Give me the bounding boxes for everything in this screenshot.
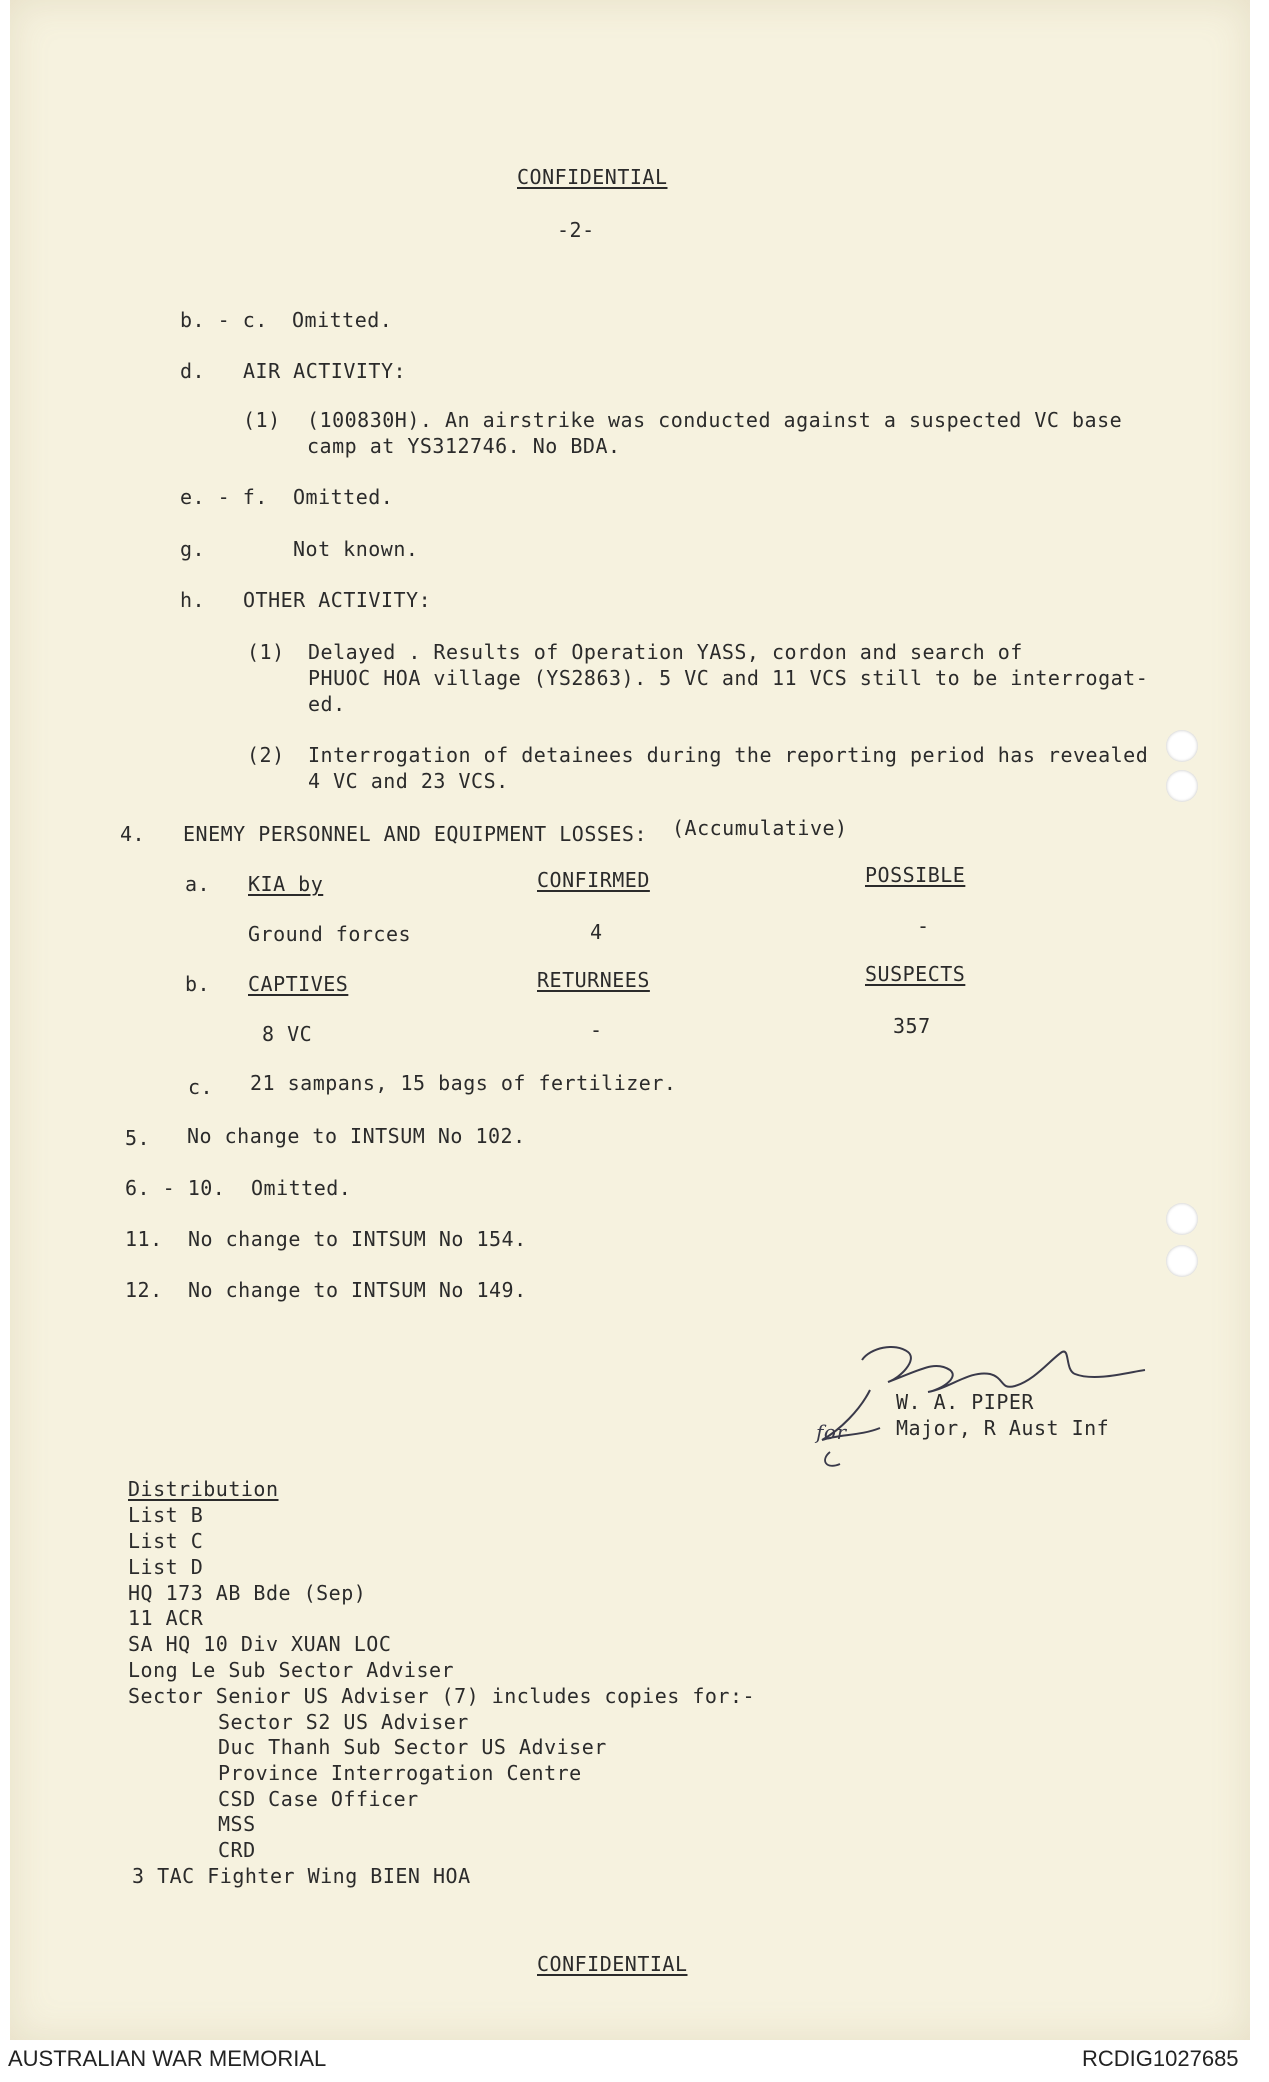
archive-reference: RCDIG1027685 [1082, 2046, 1239, 2071]
cell-value: - [590, 1018, 603, 1042]
item-heading: OTHER ACTIVITY: [243, 588, 432, 612]
signatory-rank: Major, R Aust Inf [896, 1416, 1110, 1440]
item-label: h. [180, 588, 206, 612]
section-text: No change to INTSUM No 154. [188, 1227, 527, 1251]
subitem-text: ed. [308, 692, 346, 716]
archive-credit: AUSTRALIAN WAR MEMORIAL [8, 2046, 327, 2071]
item-label: d. [180, 359, 206, 383]
distribution-line: Sector Senior US Adviser (7) includes copies for:- [128, 1684, 756, 1708]
punch-hole [1166, 1203, 1198, 1235]
item-text: Omitted. [292, 308, 393, 332]
subitem-number: (1) [243, 408, 281, 432]
distribution-line: List C [128, 1529, 204, 1553]
subitem-number: (2) [247, 743, 285, 767]
section-number: 4. [120, 822, 146, 846]
subitem-text: Delayed . Results of Operation YASS, cordon and search of [308, 640, 1023, 664]
cell-value: 4 [590, 920, 603, 944]
distribution-subline: CRD [218, 1838, 256, 1862]
item-text: 21 sampans, 15 bags of fertilizer. [250, 1071, 677, 1095]
signature-for: for [816, 1420, 847, 1444]
column-header: KIA by [248, 872, 324, 896]
classification-footer: CONFIDENTIAL [537, 1952, 688, 1976]
subitem-text: PHUOC HOA village (YS2863). 5 VC and 11 VCS still to be interrogat- [308, 666, 1149, 690]
row-label: Ground forces [248, 922, 412, 946]
page-number: -2- [557, 218, 595, 242]
item-label: a. [185, 872, 211, 896]
column-header: POSSIBLE [865, 863, 966, 887]
classification-header: CONFIDENTIAL [517, 165, 668, 189]
column-header: SUSPECTS [865, 962, 966, 986]
item-label: c. [188, 1075, 214, 1099]
row-label: 8 VC [262, 1022, 313, 1046]
distribution-line: List D [128, 1555, 204, 1579]
section-text: Omitted. [251, 1176, 352, 1200]
section-heading: ENEMY PERSONNEL AND EQUIPMENT LOSSES: [183, 822, 648, 846]
item-text: Omitted. [293, 485, 394, 509]
column-header: RETURNEES [537, 968, 650, 992]
section-number: 12. [125, 1278, 163, 1302]
punch-hole [1166, 770, 1198, 802]
document-page [10, 0, 1250, 2040]
section-text: No change to INTSUM No 149. [188, 1278, 527, 1302]
distribution-subline: CSD Case Officer [218, 1787, 419, 1811]
distribution-heading: Distribution [128, 1477, 279, 1501]
signatory-name: W. A. PIPER [896, 1390, 1034, 1414]
item-label: b. - c. [180, 308, 268, 332]
distribution-subline: Province Interrogation Centre [218, 1761, 582, 1785]
distribution-subline: MSS [218, 1812, 256, 1836]
distribution-line: HQ 173 AB Bde (Sep) [128, 1581, 367, 1605]
item-text: Not known. [293, 537, 419, 561]
item-heading: AIR ACTIVITY: [243, 359, 407, 383]
section-note: (Accumulative) [672, 816, 848, 840]
subitem-text: Interrogation of detainees during the reporting period has revealed [308, 743, 1149, 767]
distribution-line: 11 ACR [128, 1606, 204, 1630]
cell-value: - [917, 914, 930, 938]
section-number: 5. [125, 1126, 151, 1150]
distribution-line: Long Le Sub Sector Adviser [128, 1658, 455, 1682]
subitem-number: (1) [247, 640, 285, 664]
distribution-subline: Duc Thanh Sub Sector US Adviser [218, 1735, 607, 1759]
distribution-line: List B [128, 1503, 204, 1527]
subitem-text: (100830H). An airstrike was conducted against a suspected VC base [307, 408, 1123, 432]
item-label: e. - f. [180, 485, 268, 509]
distribution-subline: Sector S2 US Adviser [218, 1710, 469, 1734]
punch-hole [1166, 730, 1198, 762]
item-label: g. [180, 537, 206, 561]
column-header: CAPTIVES [248, 972, 349, 996]
subitem-text: camp at YS312746. No BDA. [307, 434, 621, 458]
section-number: 6. - 10. [125, 1176, 226, 1200]
item-label: b. [185, 972, 211, 996]
punch-hole [1166, 1245, 1198, 1277]
subitem-text: 4 VC and 23 VCS. [308, 769, 509, 793]
section-text: No change to INTSUM No 102. [187, 1124, 526, 1148]
section-number: 11. [125, 1227, 163, 1251]
distribution-line: SA HQ 10 Div XUAN LOC [128, 1632, 392, 1656]
column-header: CONFIRMED [537, 868, 650, 892]
distribution-line: 3 TAC Fighter Wing BIEN HOA [132, 1864, 471, 1888]
cell-value: 357 [893, 1014, 931, 1038]
